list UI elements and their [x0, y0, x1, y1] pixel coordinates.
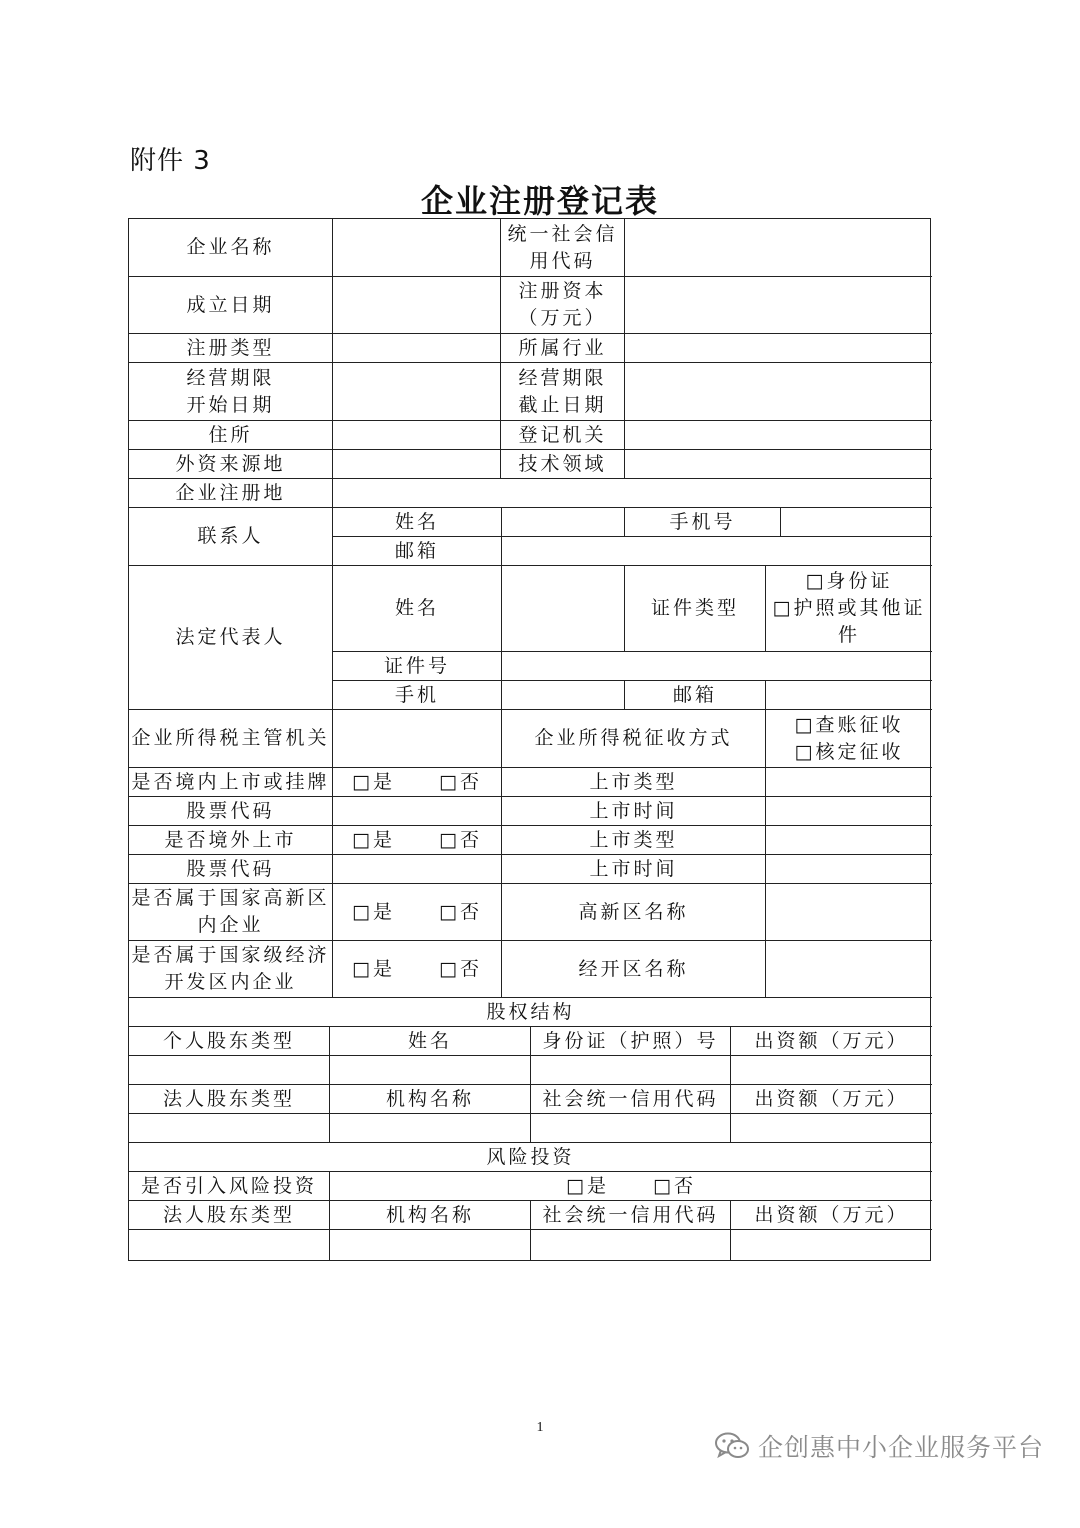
value-individual-contribution[interactable] [731, 1056, 932, 1085]
value-registration-type[interactable] [333, 334, 501, 363]
value-individual-name[interactable] [330, 1056, 531, 1085]
label-operation-end: 经营期限 截止日期 [501, 363, 625, 421]
label-tech-field: 技术领域 [501, 450, 625, 479]
value-establish-date[interactable] [333, 277, 501, 334]
label-tax-method: 企业所得税征收方式 [502, 710, 766, 768]
label-overseas-listed: 是否境外上市 [129, 826, 333, 855]
label-address: 住所 [129, 421, 333, 450]
header-corporate-shareholder-type: 法人股东类型 [129, 1085, 330, 1114]
label-company-name: 企业名称 [129, 219, 333, 277]
header-vc-credit-code: 社会统一信用代码 [531, 1201, 731, 1230]
value-vc-credit-code[interactable] [531, 1230, 731, 1260]
value-domestic-listing-type[interactable] [766, 768, 932, 797]
value-vc-contribution[interactable] [731, 1230, 932, 1260]
label-registration-place: 企业注册地 [129, 479, 333, 508]
header-id-passport-number: 身份证（护照）号 [531, 1027, 731, 1056]
label-legal-email: 邮箱 [625, 681, 766, 710]
value-credit-code[interactable] [625, 219, 932, 277]
label-industry: 所属行业 [501, 334, 625, 363]
value-registration-place[interactable] [333, 479, 932, 508]
label-vc-introduced: 是否引入风险投资 [129, 1172, 330, 1201]
value-registration-authority[interactable] [625, 421, 932, 450]
label-overseas-listing-type: 上市类型 [502, 826, 766, 855]
value-tax-authority[interactable] [333, 710, 502, 768]
options-vc-introduced[interactable]: □是 □否 [330, 1172, 932, 1201]
form-title: 企业注册登记表 [420, 182, 659, 220]
value-domestic-listing-time[interactable] [766, 797, 932, 826]
value-individual-shareholder-type[interactable] [129, 1056, 330, 1085]
label-dev-zone: 是否属于国家级经济 开发区内企业 [129, 941, 333, 998]
label-legal-name: 姓名 [333, 566, 502, 652]
value-overseas-listing-time[interactable] [766, 855, 932, 884]
page-number: 1 [536, 1420, 544, 1435]
label-legal-mobile: 手机 [333, 681, 502, 710]
label-foreign-capital-source: 外资来源地 [129, 450, 333, 479]
label-domestic-listed: 是否境内上市或挂牌 [129, 768, 333, 797]
options-overseas-listed[interactable]: □是 □否 [333, 826, 502, 855]
value-high-tech-zone-name[interactable] [766, 884, 932, 941]
label-credit-code: 统一社会信 用代码 [501, 219, 625, 277]
value-dev-zone-name[interactable] [766, 941, 932, 998]
value-domestic-stock-code[interactable] [333, 797, 502, 826]
value-legal-mobile[interactable] [502, 681, 625, 710]
label-establish-date: 成立日期 [129, 277, 333, 334]
section-equity-structure: 股权结构 [129, 998, 932, 1027]
label-legal-representative: 法定代表人 [129, 566, 333, 710]
value-corporate-contribution[interactable] [731, 1114, 932, 1143]
label-domestic-listing-time: 上市时间 [502, 797, 766, 826]
label-high-tech-zone-name: 高新区名称 [502, 884, 766, 941]
label-domestic-listing-type: 上市类型 [502, 768, 766, 797]
label-contact-person: 联系人 [129, 508, 333, 566]
value-foreign-capital-source[interactable] [333, 450, 501, 479]
value-id-number[interactable] [502, 652, 932, 681]
value-address[interactable] [333, 421, 501, 450]
watermark-text: 企创惠中小企业服务平台 [757, 1433, 1044, 1462]
value-operation-end[interactable] [625, 363, 932, 421]
header-individual-shareholder-type: 个人股东类型 [129, 1027, 330, 1056]
watermark [714, 1428, 1044, 1464]
label-registered-capital: 注册资本 （万元） [501, 277, 625, 334]
value-id-passport-number[interactable] [531, 1056, 731, 1085]
label-contact-name: 姓名 [333, 508, 502, 537]
value-vc-institution-name[interactable] [330, 1230, 531, 1260]
registration-form-table [128, 218, 931, 1261]
value-corporate-shareholder-type[interactable] [129, 1114, 330, 1143]
header-corporate-contribution: 出资额（万元） [731, 1085, 932, 1114]
header-individual-name: 姓名 [330, 1027, 531, 1056]
wechat-icon [714, 1431, 750, 1461]
options-dev-zone[interactable]: □是 □否 [333, 941, 502, 998]
label-overseas-listing-time: 上市时间 [502, 855, 766, 884]
value-contact-mobile[interactable] [781, 508, 932, 537]
value-overseas-listing-type[interactable] [766, 826, 932, 855]
value-tech-field[interactable] [625, 450, 932, 479]
value-legal-email[interactable] [766, 681, 932, 710]
value-overseas-stock-code[interactable] [333, 855, 502, 884]
header-individual-contribution: 出资额（万元） [731, 1027, 932, 1056]
value-contact-email[interactable] [502, 537, 932, 566]
value-vc-shareholder-type[interactable] [129, 1230, 330, 1260]
label-registration-authority: 登记机关 [501, 421, 625, 450]
label-registration-type: 注册类型 [129, 334, 333, 363]
label-contact-email: 邮箱 [333, 537, 502, 566]
header-institution-name: 机构名称 [330, 1085, 531, 1114]
value-registered-capital[interactable] [625, 277, 932, 334]
value-industry[interactable] [625, 334, 932, 363]
label-contact-mobile: 手机号 [625, 508, 781, 537]
options-tax-method[interactable]: □查账征收 □核定征收 [766, 710, 932, 768]
header-social-credit-code: 社会统一信用代码 [531, 1085, 731, 1114]
label-domestic-stock-code: 股票代码 [129, 797, 333, 826]
options-domestic-listed[interactable]: □是 □否 [333, 768, 502, 797]
options-high-tech-zone[interactable]: □是 □否 [333, 884, 502, 941]
label-overseas-stock-code: 股票代码 [129, 855, 333, 884]
value-company-name[interactable] [333, 219, 501, 277]
header-vc-shareholder-type: 法人股东类型 [129, 1201, 330, 1230]
header-vc-institution-name: 机构名称 [330, 1201, 531, 1230]
options-id-type[interactable]: □身份证 □护照或其他证 件 [766, 566, 932, 652]
section-venture-capital: 风险投资 [129, 1143, 932, 1172]
label-tax-authority: 企业所得税主管机关 [129, 710, 333, 768]
label-id-number: 证件号 [333, 652, 502, 681]
label-id-type: 证件类型 [625, 566, 766, 652]
label-high-tech-zone: 是否属于国家高新区 内企业 [129, 884, 333, 941]
label-operation-start: 经营期限 开始日期 [129, 363, 333, 421]
value-social-credit-code[interactable] [531, 1114, 731, 1143]
value-institution-name[interactable] [330, 1114, 531, 1143]
value-legal-name[interactable] [502, 566, 625, 652]
attachment-label: 附件 3 [130, 146, 211, 176]
label-dev-zone-name: 经开区名称 [502, 941, 766, 998]
value-contact-name[interactable] [502, 508, 625, 537]
value-operation-start[interactable] [333, 363, 501, 421]
header-vc-contribution: 出资额（万元） [731, 1201, 932, 1230]
